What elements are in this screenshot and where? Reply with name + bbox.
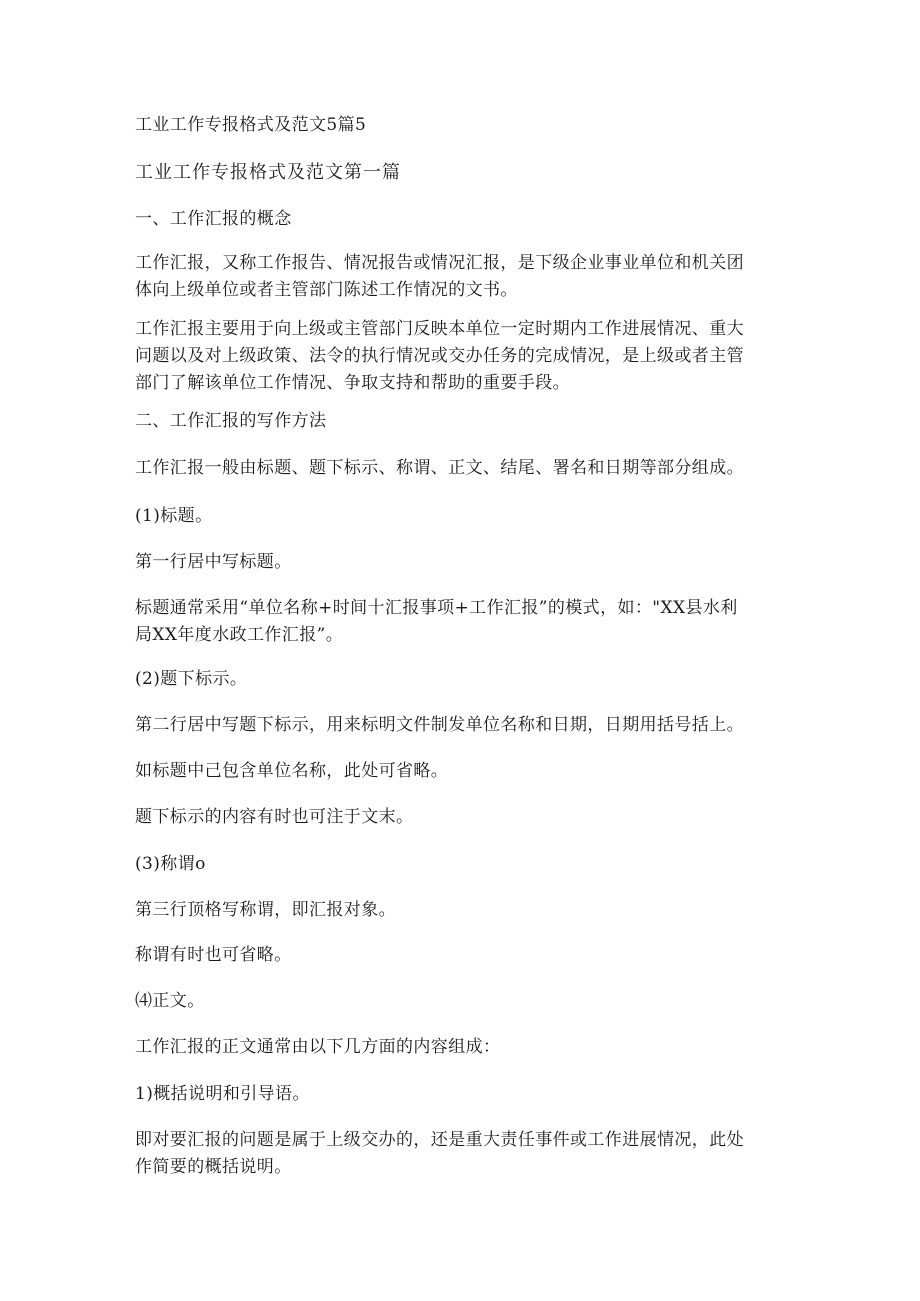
paragraph-composition: 工作汇报一般由标题、题下标示、称谓、正文、结尾、署名和日期等部分组成。 bbox=[135, 458, 744, 478]
document-title: 工业工作专报格式及范文5篇5 bbox=[135, 115, 367, 135]
heading-method: 二、工作汇报的写作方法 bbox=[135, 411, 327, 431]
item-body: ⑷正文。 bbox=[135, 991, 205, 1011]
paragraph-title-pattern: 标题通常采用“单位名称+时间十汇报事项+工作汇报”的模式，如："XX县水利 局XX年度水政工作汇报”。 bbox=[135, 598, 738, 645]
paragraph-purpose: 工作汇报主要用于向上级或主管部门反映本单位一定时期内工作进展情况、重大 问题以及对上级政策、法令的执行情况或交办任务的完成情况，是上级或者主管 部门了解该单位工作情况、争取支持和帮助的重要手段。 bbox=[135, 319, 744, 393]
paragraph-body-composition: 工作汇报的正文通常由以下几方面的内容组成： bbox=[135, 1037, 501, 1057]
paragraph-subtitle-position: 第二行居中写题下标示，用来标明文件制发单位名称和日期，日期用括号括上。 bbox=[135, 715, 744, 735]
item-title: (1)标题。 bbox=[135, 506, 213, 526]
paragraph-definition: 工作汇报，又称工作报告、情况报告或情况汇报，是下级企业事业单位和机关团 体向上级单位或者主管部门陈述工作情况的文书。 bbox=[135, 253, 744, 300]
heading-concept: 一、工作汇报的概念 bbox=[135, 209, 292, 229]
subitem-summary: 1)概括说明和引导语。 bbox=[135, 1084, 310, 1104]
paragraph-title-position: 第一行居中写标题。 bbox=[135, 552, 292, 572]
paragraph-subtitle-omit: 如标题中己包含单位名称，此处可省略。 bbox=[135, 761, 449, 781]
paragraph-salutation-position: 第三行顶格写称谓，即汇报对象。 bbox=[135, 900, 396, 920]
paragraph-salutation-omit: 称谓有时也可省略。 bbox=[135, 945, 292, 965]
paragraph-subtitle-endnote: 题下标示的内容有时也可注于文末。 bbox=[135, 807, 414, 827]
paragraph-summary: 即对要汇报的问题是属于上级交办的，还是重大责任事件或工作进展情况，此处 作简要的概括说明。 bbox=[135, 1130, 744, 1177]
section-title: 工业工作专报格式及范文第一篇 bbox=[135, 162, 401, 183]
item-salutation: (3)称谓o bbox=[135, 854, 206, 874]
item-subtitle-mark: (2)题下标示。 bbox=[135, 669, 248, 689]
